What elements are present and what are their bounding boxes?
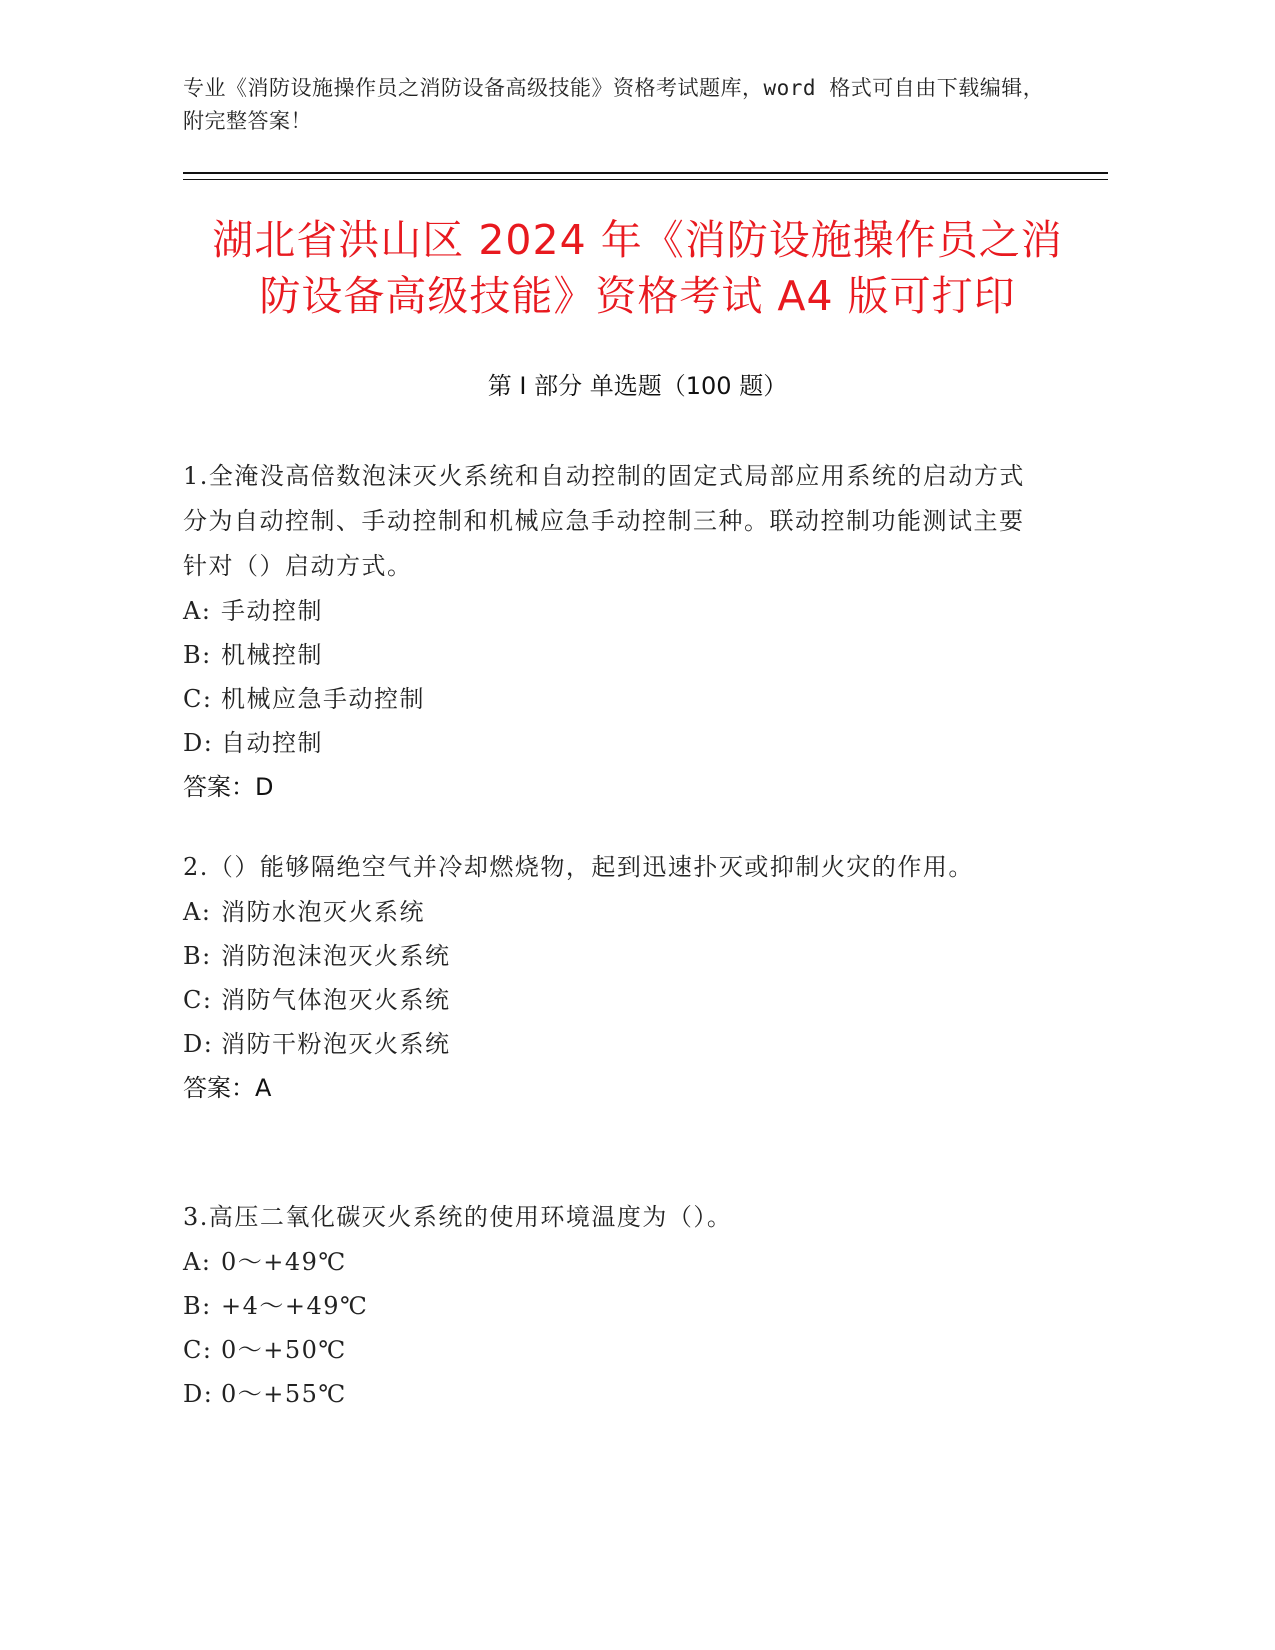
question-stem: 2.（）能够隔绝空气并冷却燃烧物，起到迅速扑灭或抑制火灾的作用。 (183, 853, 974, 881)
question-stem: 1.全淹没高倍数泡沫灭火系统和自动控制的固定式局部应用系统的启动方式分为自动控制、手动控制和机械应急手动控制三种。联动控制功能测试主要针对（）启动方式。 (183, 462, 1025, 580)
option-text: 自动控制 (221, 729, 323, 757)
option-c (183, 978, 1043, 1022)
option-c (183, 677, 1043, 721)
option-letter: A: (183, 1248, 212, 1276)
option-letter: B: (183, 1292, 212, 1320)
option-letter: D: (183, 1380, 214, 1408)
question-stem: 3.高压二氧化碳灭火系统的使用环境温度为（）。 (183, 1203, 733, 1231)
option-letter: C: (183, 986, 213, 1014)
header-note: 专业《消防设施操作员之消防设备高级技能》资格考试题库，word 格式可自由下载编辑，附完整答案！ (183, 76, 1045, 133)
option-text: 0～+50℃ (221, 1336, 347, 1364)
question-1 (183, 454, 1043, 809)
answer: 答案：A (183, 1074, 272, 1102)
option-d (183, 1022, 1043, 1066)
option-a (183, 1240, 1043, 1284)
option-letter: C: (183, 685, 213, 713)
option-d (183, 721, 1043, 765)
title-line-2: 防设备高级技能》资格考试 A4 版可打印 (259, 272, 1016, 320)
option-text: 消防气体泡灭火系统 (221, 986, 451, 1014)
option-text: 机械控制 (221, 641, 323, 669)
header-rule-thin (183, 179, 1108, 180)
header-rule-thick (183, 172, 1108, 174)
option-letter: B: (183, 942, 212, 970)
document-title (150, 212, 1125, 324)
answer: 答案：D (183, 773, 274, 801)
question-3 (183, 1195, 1043, 1416)
option-a (183, 589, 1043, 633)
option-letter: A: (183, 597, 212, 625)
option-b (183, 934, 1043, 978)
option-letter: B: (183, 641, 212, 669)
option-a (183, 890, 1043, 934)
option-text: +4～+49℃ (221, 1292, 369, 1320)
question-2 (183, 845, 1043, 1110)
option-text: 手动控制 (221, 597, 323, 625)
option-letter: D: (183, 1030, 214, 1058)
option-d (183, 1372, 1043, 1416)
option-b (183, 1284, 1043, 1328)
option-letter: A: (183, 898, 212, 926)
option-text: 0～+49℃ (221, 1248, 347, 1276)
option-text: 消防干粉泡灭火系统 (221, 1030, 451, 1058)
option-text: 0～+55℃ (221, 1380, 347, 1408)
title-line-1: 湖北省洪山区 2024 年《消防设施操作员之消 (212, 216, 1063, 264)
option-text: 消防泡沫泡灭火系统 (221, 942, 451, 970)
section-title: 第 I 部分 单选题（100 题） (487, 372, 788, 400)
option-c (183, 1328, 1043, 1372)
option-letter: D: (183, 729, 214, 757)
option-text: 消防水泡灭火系统 (221, 898, 425, 926)
option-b (183, 633, 1043, 677)
option-text: 机械应急手动控制 (221, 685, 425, 713)
option-letter: C: (183, 1336, 213, 1364)
